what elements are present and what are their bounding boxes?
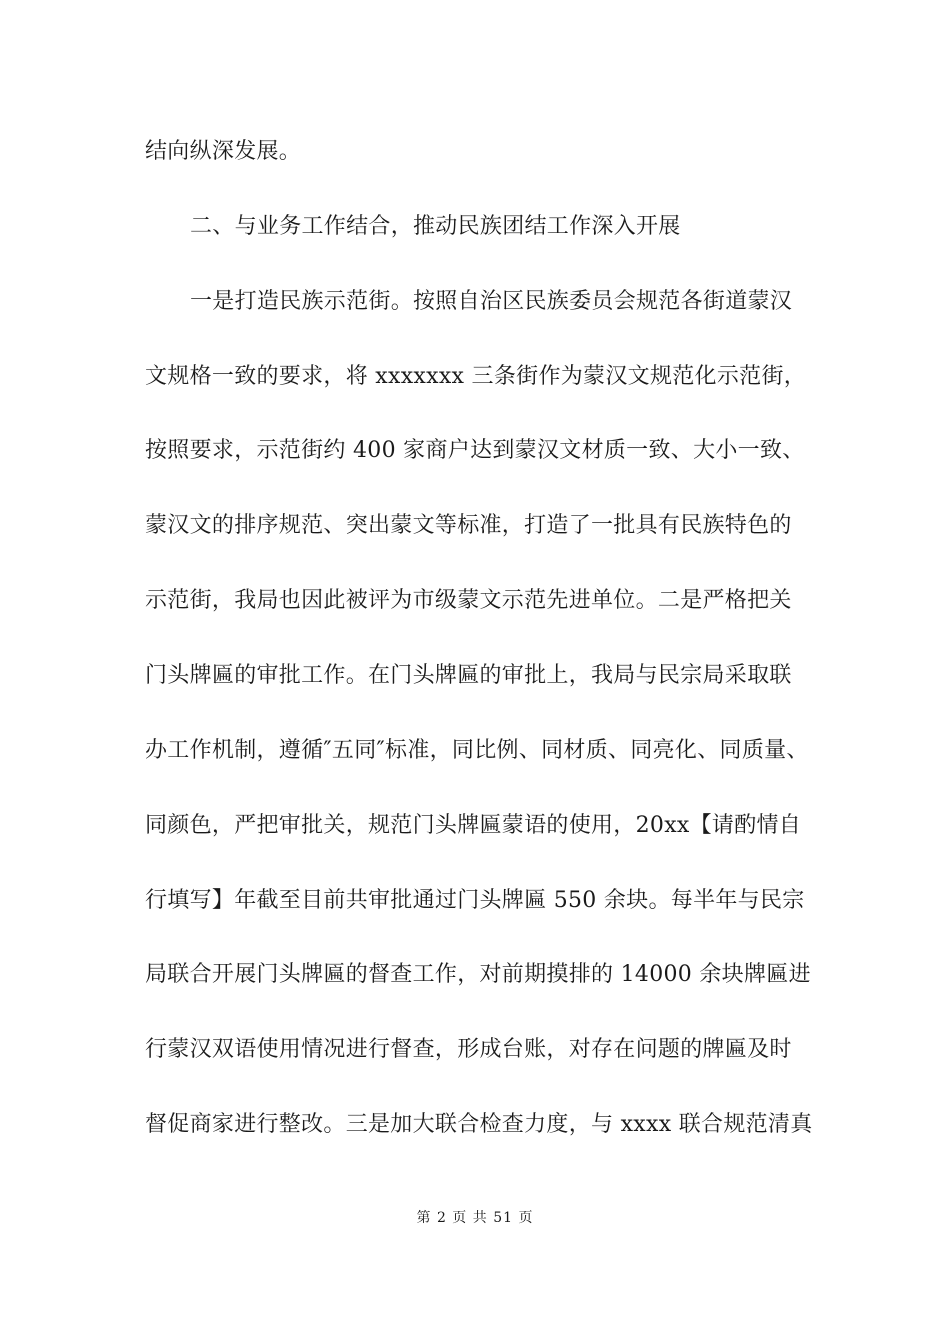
text-line: 门头牌匾的审批工作。在门头牌匾的审批上，我局与民宗局采取联 <box>145 663 792 688</box>
text-line: 示范街，我局也因此被评为市级蒙文示范先进单位。二是严格把关 <box>145 588 792 613</box>
text-line: 蒙汉文的排序规范、突出蒙文等标准，打造了一批具有民族特色的 <box>145 513 792 538</box>
text-line: 行填写】年截至目前共审批通过门头牌匾 550 余块。每半年与民宗 <box>145 888 805 913</box>
page-footer: 第 2 页 共 51 页 <box>416 1210 534 1226</box>
text-line: 按照要求，示范街约 400 家商户达到蒙汉文材质一致、大小一致、 <box>145 438 805 463</box>
section-heading: 二、与业务工作结合，推动民族团结工作深入开展 <box>190 214 681 239</box>
text-line: 督促商家进行整改。三是加大联合检查力度，与 xxxx 联合规范清真 <box>145 1112 813 1137</box>
text-line: 办工作机制，遵循″五同″标准，同比例、同材质、同亮化、同质量、 <box>145 738 809 763</box>
text-line: 同颜色，严把审批关，规范门头牌匾蒙语的使用，20xx【请酌情自 <box>145 813 802 838</box>
text-line: 结向纵深发展。 <box>145 139 302 164</box>
text-line: 一是打造民族示范街。按照自治区民族委员会规范各街道蒙汉 <box>190 289 793 314</box>
text-line: 文规格一致的要求，将 xxxxxxx 三条街作为蒙汉文规范化示范街， <box>145 364 807 389</box>
text-line: 局联合开展门头牌匾的督查工作，对前期摸排的 14000 余块牌匾进 <box>145 962 811 987</box>
text-line: 行蒙汉双语使用情况进行督查，形成台账，对存在问题的牌匾及时 <box>145 1037 792 1062</box>
